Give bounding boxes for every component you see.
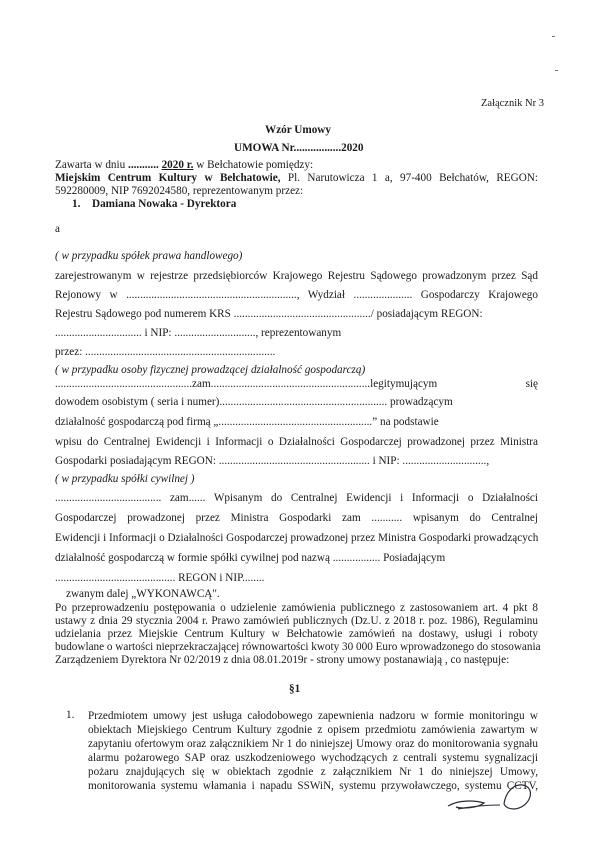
conjunction: a [55,223,60,235]
list-line: Przedmiotem umowy jest usługa całodobowego zapewnienia nadzoru w formie monitoringu w [88,710,538,722]
intro-line: Zawarta w dniu ........... 2020 r. w Bełchatowie pomiędzy: [55,159,314,171]
text-line: przez: .................................................................... [55,346,276,358]
text-line: Rejonowy w ............................................................., Wydział ..................... Gospodarczy Krajowego [55,289,538,301]
text-line: ...................................... zam...... Wpisanym do Centralnej Ewidencji i Informacji o Działalności [55,492,538,504]
contract-number: UMOWA Nr.................2020 [234,142,364,154]
text-line: udzielania przez Miejskie Centrum Kultury w Bełchatowie zamówień na dostawy, usługi i roboty [55,628,538,640]
rep-name: Damiana Nowaka - Dyrektora [92,198,237,210]
text-line: zwanym dalej „WYKONAWCĄ". [66,588,220,600]
section-heading: ( w przypadku spółek prawa handlowego) [55,250,243,262]
list-number: 1. [66,709,75,721]
text-line: .................................................zam.........................................................legitymującym się [55,378,538,390]
text-line: budowlane o wartości nieprzekraczającej równowartości kwoty 30 000 Euro wprowadzonego do stosowania [55,641,541,653]
page-title: Wzór Umowy [265,124,331,136]
text-line: Rejestru Sądowego pod numerem KRS ................................................./ posiadającym REGON: [55,308,483,320]
text-line: działalność gospodarczą pod firmą „.......................................................” na podstawie [55,416,439,428]
list-line: alarmu pożarowego SAP oraz uszkodzeniowego wychodzących z centrali systemu sygnalizacji [88,752,538,764]
section-1-heading: §1 [289,683,301,695]
intro-line: Miejskim Centrum Kultury w Bełchatowie, Pl. Narutowicza 1 a, 97-400 Bełchatów, REGON: [55,172,538,184]
intro-line: 592280009, NIP 7692024580, reprezentowanym przez: [55,185,304,197]
section-heading: ( w przypadku osoby fizycznej prowadzącej działalność gospodarczą) [55,364,366,376]
text-line: Gospodarki posiadającym REGON: ...................................................... i NIP: .............................., [55,455,490,467]
text-line: zarejestrowanym w rejestrze przedsiębiorców Krajowego Rejestru Sądowego prowadzonym przez Sąd [55,270,538,282]
text-line: Po przeprowadzeniu postępowania o udzielenie zamówienia publicznego z zastosowaniem art. 4 pkt 8 [55,602,538,614]
list-line: obiektach Miejskiego Centrum Kultury zgodnie z opisem przedmiotu zamówienia zawartym w [88,724,538,736]
text-line: wpisu do Centralnej Ewidencji i Informacji o Działalności Gospodarczej prowadzonej przez Ministra [55,436,538,448]
attachment-label: Załącznik Nr 3 [481,98,544,109]
text-line: ............................... i NIP: ............................., reprezentowanym [55,327,342,339]
scan-mark [552,36,555,37]
scan-mark [555,70,558,71]
list-line: zapytaniu ofertowym oraz załącznikiem Nr 1 do niniejszej Umowy oraz do monitorowania sygnału [88,738,538,750]
text-line: Ewidencji i Informacji o Działalności Gospodarczej prowadzonej przez Ministra Gospodarki prowadzących [55,532,539,544]
text-line: Gospodarczej prowadzonej przez Ministra Gospodarki zam ........... wpisanym do Centralnej [55,512,538,524]
rep-number: 1. [72,198,81,210]
text-line: działalność gospodarczą w formie spółki cywilnej pod nazwą ................. Posiadającym [55,552,446,564]
section-heading: ( w przypadku spółki cywilnej ) [55,473,195,485]
text-line: ........................................... REGON i NIP........ [55,572,265,584]
text-line: ustawy z dnia 29 stycznia 2004 r. Prawo zamówień publicznych (Dz.U. z 2018 r. poz. 1986), Regulaminu [55,615,538,627]
text-line: Zarządzeniem Dyrektora Nr 02/2019 z dnia 08.01.2019r - strony umowy postanawiają , co następuje: [55,654,510,666]
text-line: dowodem osobistym ( seria i numer)............................................................ prowadzącym [55,396,453,408]
list-line: pożaru znajdujących się w obiektach zgodnie z załącznikiem Nr 1 do niniejszej Umowy, [88,766,538,778]
list-line: monitorowania systemu włamania i napadu SSWiN, systemu przywoławczego, systemu CCTV, [88,780,538,792]
signature-initials [444,778,536,818]
